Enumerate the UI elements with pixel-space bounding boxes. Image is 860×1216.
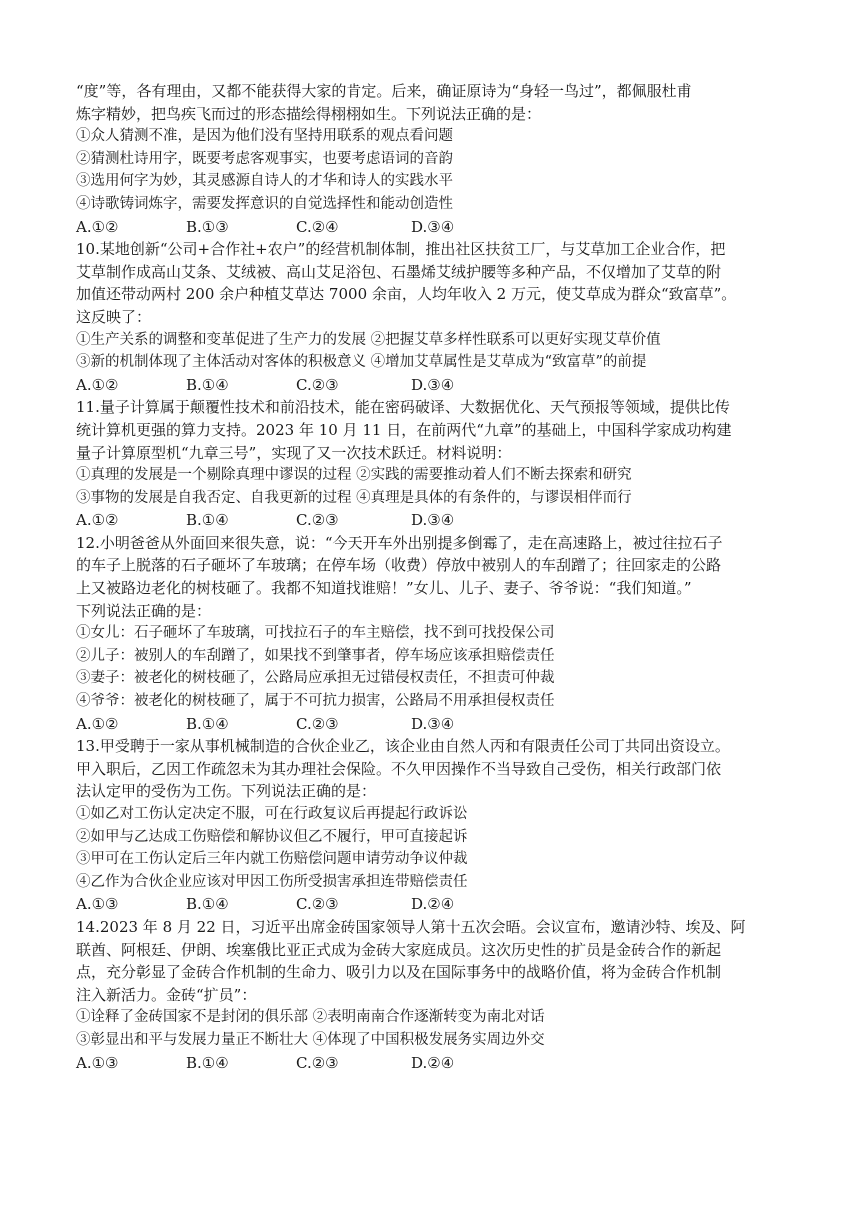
question-10 [76,238,796,396]
answer-b: B.①④ [186,375,229,394]
question-text-line: 的车子上脱落的石子砸坏了车玻璃；在停车场（收费）停放中被别人的车刮蹭了；往回家走的公路 [76,556,722,575]
answer-b: B.①④ [186,895,229,914]
question-text-line: 艾草制作成高山艾条、艾绒被、高山艾足浴包、石墨烯艾绒护腰等多种产品，不仅增加了艾草的附 [76,262,722,281]
answer-b: B.①③ [186,217,229,236]
question-text-line: “度”等，各有理由，又都不能获得大家的肯定。后来，确证原诗为“身轻一鸟过”，都佩服杜甫 [76,82,692,100]
question-text-line: 甲入职后，乙因工作疏忽未为其办理社会保险。不久甲因操作不当导致自己受伤，相关行政部门依 [76,759,722,778]
option-line: ①生产关系的调整和变革促进了生产力的发展 ②把握艾草多样性联系可以更好实现艾草价值 [76,331,661,348]
answer-choices [76,374,796,397]
option-line: ①诠释了金砖国家不是封闭的俱乐部 ②表明南南合作逐渐转变为南北对话 [76,1009,545,1026]
question-text-line: 炼字精妙，把鸟疾飞而过的形态描绘得栩栩如生。下列说法正确的是： [76,104,542,123]
answer-a: A.①② [76,217,119,236]
question-14 [76,916,796,1074]
answer-c: C.②③ [296,895,339,914]
answer-a: A.①③ [76,1053,119,1072]
answer-choices [76,893,796,916]
answer-c: C.②③ [296,375,339,394]
answer-choices [76,509,796,532]
question-9 [76,80,796,238]
option-line: ③事物的发展是自我否定、自我更新的过程 ④真理是具体的有条件的，与谬误相伴而行 [76,489,632,506]
question-text-line: 加值还带动两村 200 余户种植艾草达 7000 余亩，人均年收入 2 万元，使艾草成为群众“致富草”。 [76,285,737,304]
answer-b: B.①④ [186,714,229,733]
question-text-line: 注入新活力。金砖“扩员”： [76,985,257,1004]
answer-c: C.②③ [296,511,339,530]
question-text-line: 量子计算原型机“九章三号”，实现了又一次技术跃迁。材料说明： [76,443,512,462]
answer-a: A.①② [76,511,119,530]
question-text-line: 13.甲受聘于一家从事机械制造的合伙企业乙，该企业由自然人丙和有限责任公司丁共同出资设立。 [76,737,730,756]
answer-choices [76,713,796,736]
option-line: ③新的机制体现了主体活动对客体的积极意义 ④增加艾草属性是艾草成为“致富草”的前提 [76,354,647,371]
option-line: ①女儿：石子砸坏了车玻璃，可找拉石子的车主赔偿，找不到可找投保公司 [76,625,555,642]
answer-a: A.①② [76,714,119,733]
question-13 [76,735,796,916]
question-text-line: 法认定甲的受伤为工伤。下列说法正确的是： [76,782,377,801]
answer-a: A.①② [76,375,119,394]
answer-d: D.②④ [411,1053,455,1072]
exam-page [76,80,796,1074]
question-11 [76,396,796,532]
answer-choices [76,1052,796,1075]
question-text-line: 联酋、阿根廷、伊朗、埃塞俄比亚正式成为金砖大家庭成员。这次历史性的扩员是金砖合作的新起 [76,940,722,959]
option-line: ④爷爷：被老化的树枝砸了，属于不可抗力损害，公路局不用承担侵权责任 [76,693,555,710]
answer-d: D.③④ [411,511,455,530]
question-text-line: 10.某地创新“公司+合作社+农户”的经营机制体制，推出社区扶贫工厂，与艾草加工企业合作，把 [76,240,726,259]
option-line: ②儿子：被别人的车刮蹭了，如果找不到肇事者，停车场应该承担赔偿责任 [76,647,555,664]
option-line: ④诗歌铸词炼字，需要发挥意识的自觉选择性和能动创造性 [76,195,453,212]
option-line: ③选用何字为妙，其灵感源自诗人的才华和诗人的实践水平 [76,173,453,190]
answer-d: D.③④ [411,217,455,236]
question-text-line: 12.小明爸爸从外面回来很失意，说：“今天开车外出别提多倒霉了，走在高速路上，被过往拉石子 [76,533,723,552]
answer-c: C.②③ [296,1053,339,1072]
answer-c: C.②③ [296,714,339,733]
question-text-line: 统计算机更强的算力支持。2023 年 10 月 11 日，在前两代“九章”的基础上，中国科学家成功构建 [76,420,732,439]
question-text-line: 14.2023 年 8 月 22 日，习近平出席金砖国家领导人第十五次会晤。会议宣布，邀请沙特、埃及、阿 [76,917,746,936]
option-line: ③彰显出和平与发展力量正不断壮大 ④体现了中国积极发展务实周边外交 [76,1031,545,1048]
option-line: ②如甲与乙达成工伤赔偿和解协议但乙不履行，甲可直接起诉 [76,828,468,845]
answer-d: D.②④ [411,895,455,914]
option-line: ③甲可在工伤认定后三年内就工伤赔偿问题申请劳动争议仲裁 [76,851,468,868]
option-line: ①众人猜测不准，是因为他们没有坚持用联系的观点看问题 [76,128,453,145]
question-text-line: 点，充分彰显了金砖合作机制的生命力、吸引力以及在国际事务中的战略价值，将为金砖合作机制 [76,963,722,982]
option-line: ③妻子：被老化的树枝砸了，公路局应承担无过错侵权责任，不担责可仲裁 [76,670,555,687]
question-text-line: 11.量子计算属于颠覆性技术和前沿技术，能在密码破译、大数据优化、天气预报等领域，提供比传 [76,398,730,417]
answer-d: D.③④ [411,714,455,733]
question-text-line: 这反映了： [76,307,152,326]
answer-d: D.③④ [411,375,455,394]
option-line: ④乙作为合伙企业应该对甲因工伤所受损害承担连带赔偿责任 [76,873,468,890]
question-text-line: 上又被路边老化的树枝砸了。我都不知道找谁赔！”女儿、儿子、妻子、爷爷说：“我们知道。” [76,579,692,598]
answer-a: A.①③ [76,895,119,914]
answer-b: B.①④ [186,511,229,530]
option-line: ②猜测杜诗用字，既要考虑客观事实，也要考虑语词的音韵 [76,150,453,167]
answer-b: B.①④ [186,1053,229,1072]
question-text-line: 下列说法正确的是： [76,601,212,620]
option-line: ①真理的发展是一个剔除真理中谬误的过程 ②实践的需要推动着人们不断去探索和研究 [76,467,632,484]
option-line: ①如乙对工伤认定决定不服，可在行政复议后再提起行政诉讼 [76,806,468,822]
answer-c: C.②④ [296,217,339,236]
answer-choices [76,216,796,239]
question-12 [76,532,796,735]
